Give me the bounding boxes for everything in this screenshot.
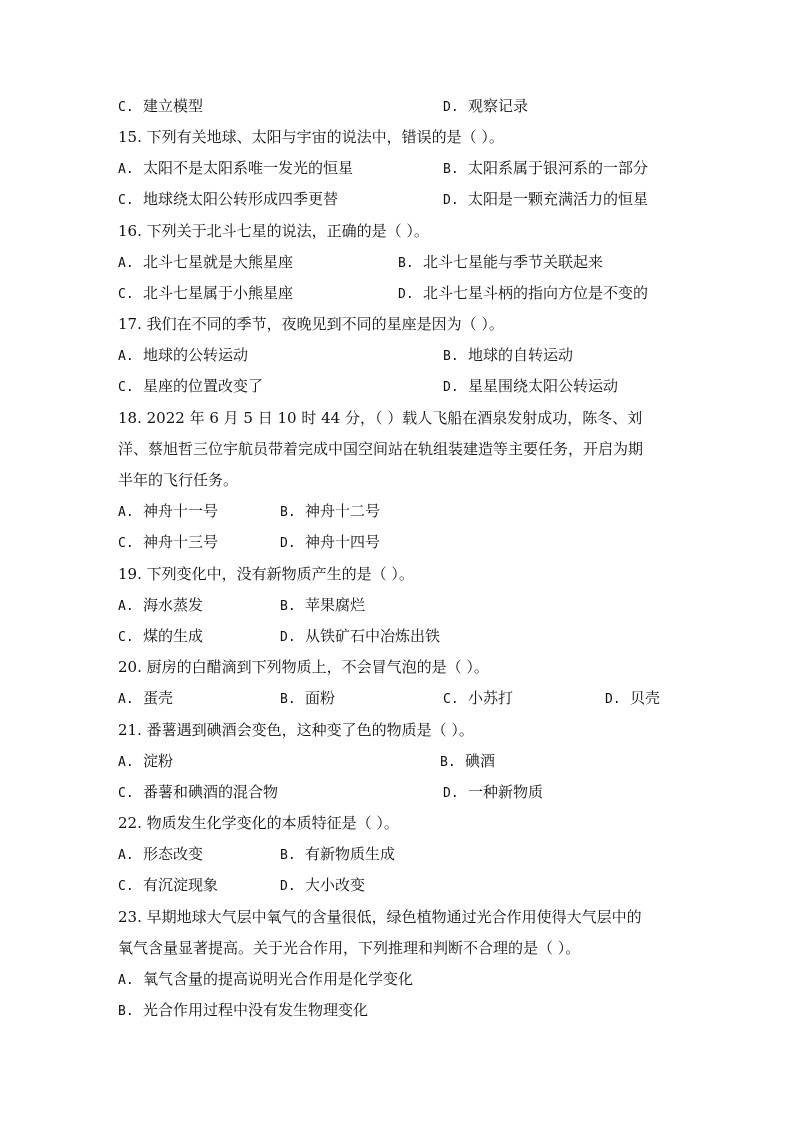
- option-text: 碘酒: [465, 752, 496, 770]
- option-letter: D.: [280, 879, 296, 894]
- option-letter: C.: [118, 630, 134, 645]
- answer-option: [280, 875, 365, 897]
- options-row: [118, 158, 678, 178]
- answer-option: [443, 376, 618, 398]
- option-text: 太阳系属于银河系的一部分: [468, 159, 649, 177]
- option-letter: D.: [605, 692, 621, 707]
- answer-option: [118, 376, 263, 398]
- option-text: 北斗七星斗柄的指向方位是不变的: [423, 284, 649, 302]
- question-stem-line: 18. 2022 年 6 月 5 日 10 时 44 分，（ ）载人飞船在酒泉发射成功，陈冬、刘: [118, 409, 643, 427]
- option-letter: A.: [118, 349, 134, 364]
- option-text: 煤的生成: [143, 627, 204, 645]
- option-letter: A.: [118, 599, 134, 614]
- option-text: 太阳是一颗充满活力的恒星: [468, 190, 649, 208]
- options-row: [118, 376, 678, 396]
- options-row: [118, 688, 678, 708]
- option-letter: C.: [443, 692, 459, 707]
- answer-option: [118, 782, 278, 804]
- option-letter: B.: [398, 256, 414, 271]
- question-stem-line: 洋、蔡旭哲三位宇航员带着完成中国空间站在轨组装建造等主要任务，开启为期: [118, 440, 644, 458]
- options-row: [118, 782, 678, 802]
- option-text: 北斗七星能与季节关联起来: [423, 253, 604, 271]
- answer-option: [118, 875, 218, 897]
- options-row: [118, 751, 678, 771]
- option-text: 星座的位置改变了: [143, 377, 264, 395]
- answer-option: [118, 1000, 368, 1022]
- answer-option: [118, 595, 203, 617]
- option-text: 观察记录: [468, 97, 529, 115]
- answer-option: [118, 96, 203, 118]
- option-letter: D.: [398, 287, 414, 302]
- answer-option: [118, 345, 248, 367]
- answer-option: [280, 844, 395, 866]
- option-letter: C.: [118, 100, 134, 115]
- option-text: 大小改变: [305, 876, 366, 894]
- question-stem-line: 氧气含量显著提高。关于光合作用，下列推理和判断不合理的是（ ）。: [118, 939, 581, 957]
- option-letter: B.: [280, 692, 296, 707]
- option-text: 地球绕太阳公转形成四季更替: [143, 190, 339, 208]
- option-letter: C.: [118, 380, 134, 395]
- answer-option: [118, 751, 173, 773]
- answer-option: [118, 252, 293, 274]
- options-row: [118, 96, 678, 116]
- answer-option: [118, 844, 203, 866]
- question-stem-line: 23. 早期地球大气层中氧气的含量很低，绿色植物通过光合作用使得大气层中的: [118, 908, 642, 926]
- option-letter: A.: [118, 692, 134, 707]
- options-row: [118, 1000, 678, 1020]
- option-letter: C.: [118, 879, 134, 894]
- option-letter: D.: [443, 100, 459, 115]
- option-text: 地球的自转运动: [468, 346, 574, 364]
- answer-option: [118, 283, 293, 305]
- question-stem-line: 21. 番薯遇到碘酒会变色，这种变了色的物质是（ ）。: [118, 721, 474, 739]
- options-row: [118, 501, 678, 521]
- option-text: 光合作用过程中没有发生物理变化: [143, 1001, 369, 1019]
- options-row: [118, 252, 678, 272]
- option-text: 建立模型: [143, 97, 204, 115]
- answer-option: [118, 158, 353, 180]
- option-letter: A.: [118, 162, 134, 177]
- option-text: 北斗七星属于小熊星座: [143, 284, 294, 302]
- option-text: 苹果腐烂: [305, 596, 366, 614]
- question-stem-line: 15. 下列有关地球、太阳与宇宙的说法中，错误的是（ ）。: [118, 128, 504, 146]
- option-letter: B.: [280, 505, 296, 520]
- answer-option: [280, 532, 380, 554]
- option-text: 形态改变: [143, 845, 204, 863]
- option-text: 神舟十二号: [305, 502, 381, 520]
- question-stem-line: 22. 物质发生化学变化的本质特征是（ ）。: [118, 814, 399, 832]
- option-letter: A.: [118, 973, 134, 988]
- option-letter: C.: [118, 786, 134, 801]
- answer-option: [118, 532, 218, 554]
- option-letter: B.: [443, 162, 459, 177]
- answer-option: [443, 688, 513, 710]
- answer-option: [280, 626, 440, 648]
- option-text: 太阳不是太阳系唯一发光的恒星: [143, 159, 354, 177]
- option-text: 神舟十三号: [143, 533, 219, 551]
- option-letter: A.: [118, 256, 134, 271]
- option-text: 一种新物质: [468, 783, 544, 801]
- answer-option: [605, 688, 660, 710]
- option-letter: D.: [443, 786, 459, 801]
- option-letter: B.: [440, 755, 456, 770]
- option-letter: A.: [118, 848, 134, 863]
- answer-option: [118, 688, 173, 710]
- option-letter: B.: [280, 848, 296, 863]
- question-stem-line: 20. 厨房的白醋滴到下列物质上，不会冒气泡的是（ ）。: [118, 658, 489, 676]
- options-row: [118, 345, 678, 365]
- option-text: 神舟十四号: [305, 533, 381, 551]
- answer-option: [398, 252, 603, 274]
- option-text: 从铁矿石中冶炼出铁: [305, 627, 441, 645]
- options-row: [118, 844, 678, 864]
- answer-option: [443, 345, 573, 367]
- option-text: 小苏打: [468, 689, 514, 707]
- answer-option: [118, 626, 203, 648]
- answer-option: [443, 782, 543, 804]
- answer-option: [443, 96, 528, 118]
- option-text: 番薯和碘酒的混合物: [143, 783, 279, 801]
- option-text: 地球的公转运动: [143, 346, 249, 364]
- option-letter: A.: [118, 755, 134, 770]
- option-letter: C.: [118, 536, 134, 551]
- option-text: 有新物质生成: [305, 845, 396, 863]
- option-text: 淀粉: [143, 752, 174, 770]
- option-text: 北斗七星就是大熊星座: [143, 253, 294, 271]
- option-letter: C.: [118, 193, 134, 208]
- question-stem-line: 19. 下列变化中，没有新物质产生的是（ ）。: [118, 565, 414, 583]
- options-row: [118, 626, 678, 646]
- answer-option: [280, 595, 365, 617]
- option-text: 面粉: [305, 689, 336, 707]
- answer-option: [443, 189, 648, 211]
- answer-option: [118, 501, 218, 523]
- option-letter: D.: [280, 536, 296, 551]
- answer-option: [118, 969, 413, 991]
- option-text: 贝壳: [630, 689, 661, 707]
- option-text: 蛋壳: [143, 689, 174, 707]
- option-letter: D.: [443, 193, 459, 208]
- answer-option: [398, 283, 648, 305]
- option-letter: A.: [118, 505, 134, 520]
- answer-option: [280, 501, 380, 523]
- options-row: [118, 969, 678, 989]
- option-letter: D.: [280, 630, 296, 645]
- answer-option: [440, 751, 495, 773]
- options-row: [118, 595, 678, 615]
- option-text: 神舟十一号: [143, 502, 219, 520]
- options-row: [118, 875, 678, 895]
- options-row: [118, 532, 678, 552]
- answer-option: [118, 189, 338, 211]
- option-text: 有沉淀现象: [143, 876, 219, 894]
- options-row: [118, 189, 678, 209]
- question-stem-line: 半年的飞行任务。: [118, 471, 239, 489]
- answer-option: [443, 158, 648, 180]
- option-letter: B.: [118, 1004, 134, 1019]
- question-stem-line: 17. 我们在不同的季节，夜晚见到不同的星座是因为（ ）。: [118, 315, 504, 333]
- answer-option: [280, 688, 335, 710]
- option-letter: B.: [280, 599, 296, 614]
- option-text: 海水蒸发: [143, 596, 204, 614]
- option-letter: B.: [443, 349, 459, 364]
- question-stem-line: 16. 下列关于北斗七星的说法，正确的是（ ）。: [118, 222, 429, 240]
- option-letter: D.: [443, 380, 459, 395]
- option-letter: C.: [118, 287, 134, 302]
- option-text: 氧气含量的提高说明光合作用是化学变化: [143, 970, 414, 988]
- option-text: 星星围绕太阳公转运动: [468, 377, 619, 395]
- options-row: [118, 283, 678, 303]
